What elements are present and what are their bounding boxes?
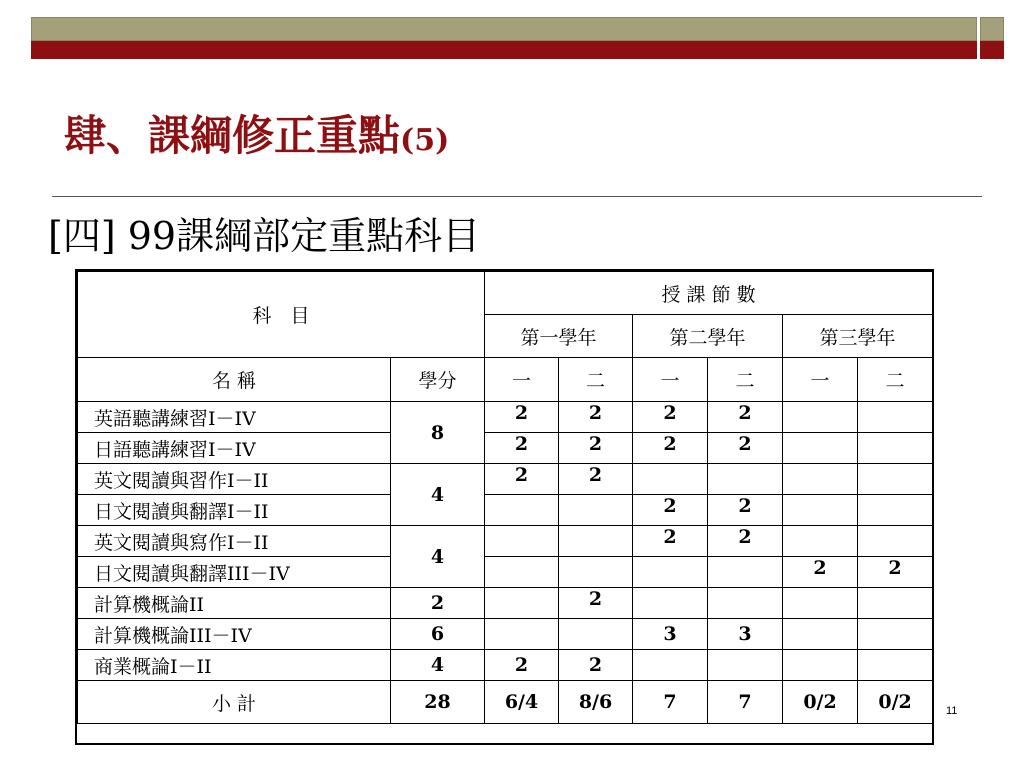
subtotal-hours: 7 xyxy=(708,681,783,724)
header-square-olive xyxy=(980,17,1004,41)
table-row xyxy=(78,433,933,464)
hours-cell xyxy=(633,464,708,495)
header-bar-red xyxy=(31,41,977,59)
hours-cell xyxy=(633,650,708,681)
hours-cell: 2 xyxy=(559,402,633,433)
table-row xyxy=(78,495,933,526)
header-subject-group: 科 目 xyxy=(78,272,485,358)
header-semester: 二 xyxy=(559,358,633,402)
subtotal-row xyxy=(78,681,933,724)
table-row xyxy=(78,557,933,588)
hours-cell: 2 xyxy=(559,650,633,681)
subtotal-hours: 8/6 xyxy=(559,681,633,724)
table-row xyxy=(78,619,933,650)
hours-cell xyxy=(783,619,858,650)
slide-title-text: 肆、課綱修正重點 xyxy=(64,111,401,160)
header-square-red xyxy=(980,41,1004,59)
credit-cell: 8 xyxy=(391,402,485,464)
hours-cell xyxy=(708,557,783,588)
slide-subtitle: [四] 99課綱部定重點科目 xyxy=(48,214,481,258)
slide-title xyxy=(64,110,449,167)
hours-cell xyxy=(485,588,559,619)
hours-cell: 3 xyxy=(708,619,783,650)
hours-cell xyxy=(783,464,858,495)
table-row xyxy=(78,402,933,433)
subtotal-hours: 6/4 xyxy=(485,681,559,724)
credit-cell: 4 xyxy=(391,650,485,681)
hours-cell xyxy=(708,588,783,619)
header-semester: 一 xyxy=(633,358,708,402)
hours-cell xyxy=(783,526,858,557)
credit-cell: 6 xyxy=(391,619,485,650)
hours-cell: 2 xyxy=(633,433,708,464)
subject-name: 日語聽講練習I－IV xyxy=(78,433,391,464)
hours-cell xyxy=(783,588,858,619)
hours-cell xyxy=(858,495,933,526)
header-semester: 一 xyxy=(485,358,559,402)
hours-cell xyxy=(858,650,933,681)
header-semester: 二 xyxy=(858,358,933,402)
hours-cell: 2 xyxy=(633,495,708,526)
hours-cell xyxy=(559,495,633,526)
subjects-table xyxy=(77,271,933,724)
credit-cell: 4 xyxy=(391,526,485,588)
hours-cell: 2 xyxy=(559,433,633,464)
table-row xyxy=(78,588,933,619)
table-row xyxy=(78,526,933,557)
subject-name: 英語聽講練習I－IV xyxy=(78,402,391,433)
hours-cell xyxy=(485,495,559,526)
hours-cell xyxy=(559,619,633,650)
subtotal-label: 小 計 xyxy=(78,681,391,724)
hours-cell xyxy=(858,464,933,495)
hours-cell xyxy=(783,650,858,681)
hours-cell: 2 xyxy=(708,402,783,433)
hours-cell xyxy=(559,557,633,588)
hours-cell: 2 xyxy=(485,464,559,495)
header-semester: 二 xyxy=(708,358,783,402)
hours-cell xyxy=(559,526,633,557)
header-bar-olive xyxy=(31,17,977,41)
hours-cell xyxy=(708,650,783,681)
hours-cell xyxy=(858,588,933,619)
hours-cell xyxy=(858,526,933,557)
header-year-2: 第二學年 xyxy=(633,315,783,358)
credit-cell: 4 xyxy=(391,464,485,526)
hours-cell xyxy=(485,526,559,557)
hours-cell: 2 xyxy=(485,650,559,681)
hours-cell xyxy=(708,464,783,495)
subject-name: 英文閱讀與習作I－II xyxy=(78,464,391,495)
hours-cell: 3 xyxy=(633,619,708,650)
header-semester: 一 xyxy=(783,358,858,402)
hours-cell xyxy=(485,557,559,588)
hours-cell xyxy=(858,402,933,433)
title-divider xyxy=(52,196,982,197)
header-name: 名 稱 xyxy=(78,358,391,402)
hours-cell: 2 xyxy=(783,557,858,588)
slide-title-suffix: (5) xyxy=(400,123,450,158)
hours-cell: 2 xyxy=(708,433,783,464)
hours-cell: 2 xyxy=(708,526,783,557)
hours-cell: 2 xyxy=(485,433,559,464)
subtotal-hours: 0/2 xyxy=(858,681,933,724)
hours-cell: 2 xyxy=(633,402,708,433)
subject-name: 計算機概論II xyxy=(78,588,391,619)
table-row xyxy=(78,464,933,495)
header-year-1: 第一學年 xyxy=(485,315,633,358)
subtotal-credit: 28 xyxy=(391,681,485,724)
header-credit: 學分 xyxy=(391,358,485,402)
hours-cell: 2 xyxy=(559,588,633,619)
subtotal-hours: 7 xyxy=(633,681,708,724)
header-year-3: 第三學年 xyxy=(783,315,933,358)
subject-name: 日文閱讀與翻譯III－IV xyxy=(78,557,391,588)
credit-cell: 2 xyxy=(391,588,485,619)
subject-name: 商業概論I－II xyxy=(78,650,391,681)
table-row xyxy=(78,650,933,681)
hours-cell xyxy=(783,433,858,464)
hours-cell xyxy=(633,557,708,588)
header-hours-group: 授 課 節 數 xyxy=(485,272,933,315)
hours-cell xyxy=(783,402,858,433)
page-number: 11 xyxy=(946,705,958,717)
subject-name: 計算機概論III－IV xyxy=(78,619,391,650)
hours-cell xyxy=(633,588,708,619)
subject-name: 日文閱讀與翻譯I－II xyxy=(78,495,391,526)
subtotal-hours: 0/2 xyxy=(783,681,858,724)
hours-cell: 2 xyxy=(858,557,933,588)
subject-name: 英文閱讀與寫作I－II xyxy=(78,526,391,557)
hours-cell: 2 xyxy=(708,495,783,526)
hours-cell: 2 xyxy=(633,526,708,557)
hours-cell xyxy=(485,619,559,650)
hours-cell xyxy=(858,433,933,464)
hours-cell: 2 xyxy=(559,464,633,495)
hours-cell xyxy=(858,619,933,650)
hours-cell: 2 xyxy=(485,402,559,433)
hours-cell xyxy=(783,495,858,526)
